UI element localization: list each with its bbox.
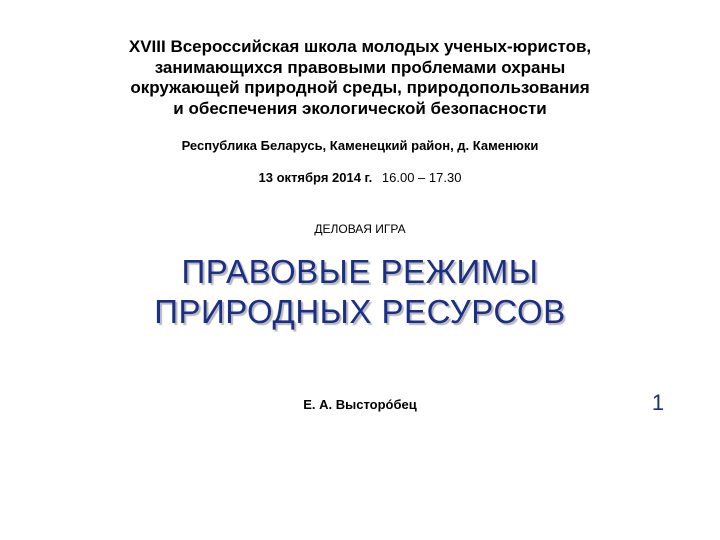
event-date: 13 октября 2014 г.: [258, 170, 373, 185]
main-title: [0, 252, 720, 332]
conference-title-line: окружающей природной среды, природопользования: [130, 78, 590, 97]
conference-title-line: XVIII Всероссийская школа молодых ученых-юристов,: [128, 37, 592, 56]
event-datetime: [0, 170, 720, 186]
event-kind: ДЕЛОВАЯ ИГРА: [314, 222, 406, 236]
author-name: Е. А. Высторóбец: [303, 397, 417, 412]
conference-title: [0, 37, 720, 119]
conference-title-line: занимающихся правовыми проблемами охраны: [154, 57, 566, 77]
main-title-line: ПРИРОДНЫХ РЕСУРСОВ: [154, 293, 566, 330]
conference-title-line: и обеспечения экологической безопасности: [173, 98, 547, 118]
page-number: 1: [651, 390, 665, 415]
event-location: Республика Беларусь, Каменецкий район, д. Каменюки: [181, 138, 539, 153]
event-time: 16.00 – 17.30: [381, 170, 462, 185]
main-title-line: ПРАВОВЫЕ РЕЖИМЫ: [181, 253, 539, 290]
